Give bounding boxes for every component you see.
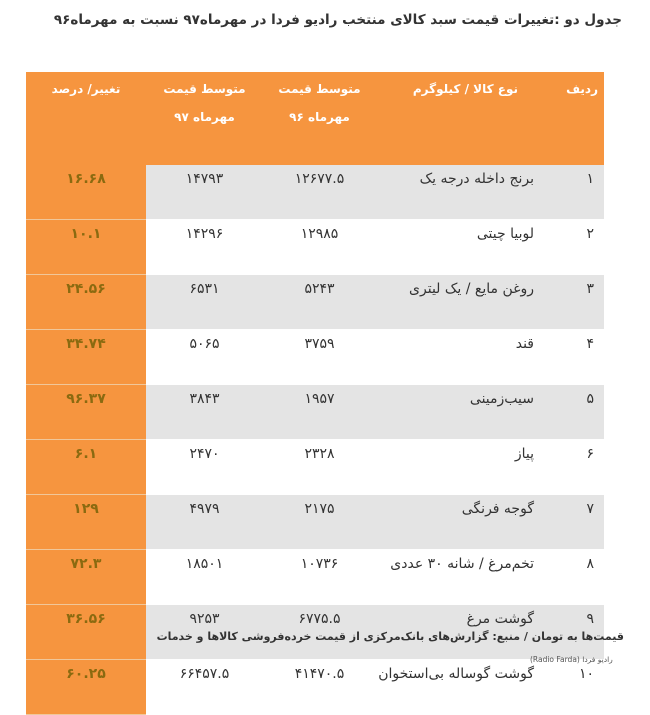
cell-change: ۳۴.۷۴ (26, 330, 146, 385)
price-table (26, 72, 604, 715)
cell-change: ۶.۱ (26, 440, 146, 495)
cell-avg97: ۹۲۵۳ (146, 605, 263, 660)
cell-avg96: ۵۲۴۳ (263, 275, 376, 330)
table-row (26, 165, 604, 220)
table-row (26, 550, 604, 605)
cell-item: گوجه فرنگی (376, 495, 556, 550)
cell-avg96: ۳۷۵۹ (263, 330, 376, 385)
header-item: نوع کالا / کیلوگرم (412, 82, 518, 96)
table-header-row (26, 72, 604, 165)
cell-avg97: ۵۰۶۵ (146, 330, 263, 385)
cell-change: ۱۰.۱ (26, 220, 146, 275)
header-avg97 (146, 72, 263, 165)
cell-avg96: ۱۲۶۷۷.۵ (263, 165, 376, 220)
cell-avg96: ۴۱۴۷۰.۵ (263, 660, 376, 715)
cell-item: برنج داخله درجه یک (376, 165, 556, 220)
cell-avg97: ۱۸۵۰۱ (146, 550, 263, 605)
cell-change: ۷۲.۳ (26, 550, 146, 605)
header-avg96-line1: متوسط قیمت (278, 82, 361, 96)
cell-avg97: ۶۵۳۱ (146, 275, 263, 330)
cell-row-number: ۸ (556, 550, 604, 605)
header-avg97-line2: مهرماه ۹۷ (174, 110, 235, 124)
header-avg96-line2: مهرماه ۹۶ (289, 110, 350, 124)
cell-item: لوبیا چیتی (376, 220, 556, 275)
cell-row-number: ۳ (556, 275, 604, 330)
cell-row-number: ۲ (556, 220, 604, 275)
cell-avg97: ۳۸۴۳ (146, 385, 263, 440)
cell-avg96: ۱۹۵۷ (263, 385, 376, 440)
cell-avg96: ۶۷۷۵.۵ (263, 605, 376, 660)
table-title: جدول دو :تغییرات قیمت سبد کالای منتخب رادیو فردا در مهرماه۹۷ نسبت به مهرماه۹۶ (53, 12, 622, 28)
cell-change: ۱۲۹ (26, 495, 146, 550)
table-row (26, 495, 604, 550)
cell-avg96: ۱۲۹۸۵ (263, 220, 376, 275)
cell-change: ۶۰.۲۵ (26, 660, 146, 715)
cell-avg96: ۲۱۷۵ (263, 495, 376, 550)
header-change: تغییر/ درصد (51, 82, 121, 96)
cell-item: تخم‌مرغ / شانه ۳۰ عددی (376, 550, 556, 605)
cell-row-number: ۶ (556, 440, 604, 495)
cell-item: سیب‌زمینی (376, 385, 556, 440)
cell-avg96: ۲۳۲۸ (263, 440, 376, 495)
cell-item: گوشت گوساله بی‌استخوان (376, 660, 556, 715)
cell-avg96: ۱۰۷۳۶ (263, 550, 376, 605)
cell-change: ۲۴.۵۶ (26, 275, 146, 330)
cell-row-number: ۷ (556, 495, 604, 550)
header-row-number: ردیف (566, 82, 598, 96)
cell-avg97: ۱۴۲۹۶ (146, 220, 263, 275)
cell-row-number: ۱ (556, 165, 604, 220)
cell-row-number: ۵ (556, 385, 604, 440)
table-row (26, 385, 604, 440)
table-row (26, 275, 604, 330)
footnote: قیمت‌ها به تومان / منبع: گزارش‌های بانک‌مرکزی از قیمت خرده‌فروشی کالاها و خدمات (156, 630, 624, 643)
table-row (26, 440, 604, 495)
cell-avg97: ۱۴۷۹۳ (146, 165, 263, 220)
cell-row-number: ۱۰ (556, 660, 604, 715)
cell-item: پیاز (376, 440, 556, 495)
cell-avg97: ۲۴۷۰ (146, 440, 263, 495)
cell-row-number: ۴ (556, 330, 604, 385)
cell-item: قند (376, 330, 556, 385)
cell-item: روغن مایع / یک لیتری (376, 275, 556, 330)
cell-row-number: ۹ (556, 605, 604, 660)
header-avg96 (263, 72, 376, 165)
cell-change: ۹۶.۳۷ (26, 385, 146, 440)
header-avg97-line1: متوسط قیمت (163, 82, 246, 96)
cell-item: گوشت مرغ (376, 605, 556, 660)
cell-avg97: ۶۶۴۵۷.۵ (146, 660, 263, 715)
cell-change: ۱۶.۶۸ (26, 165, 146, 220)
watermark: (Radio Farda) رادیو فردا (530, 655, 613, 664)
cell-avg97: ۴۹۷۹ (146, 495, 263, 550)
table-row (26, 330, 604, 385)
table-row (26, 220, 604, 275)
cell-change: ۳۶.۵۶ (26, 605, 146, 660)
